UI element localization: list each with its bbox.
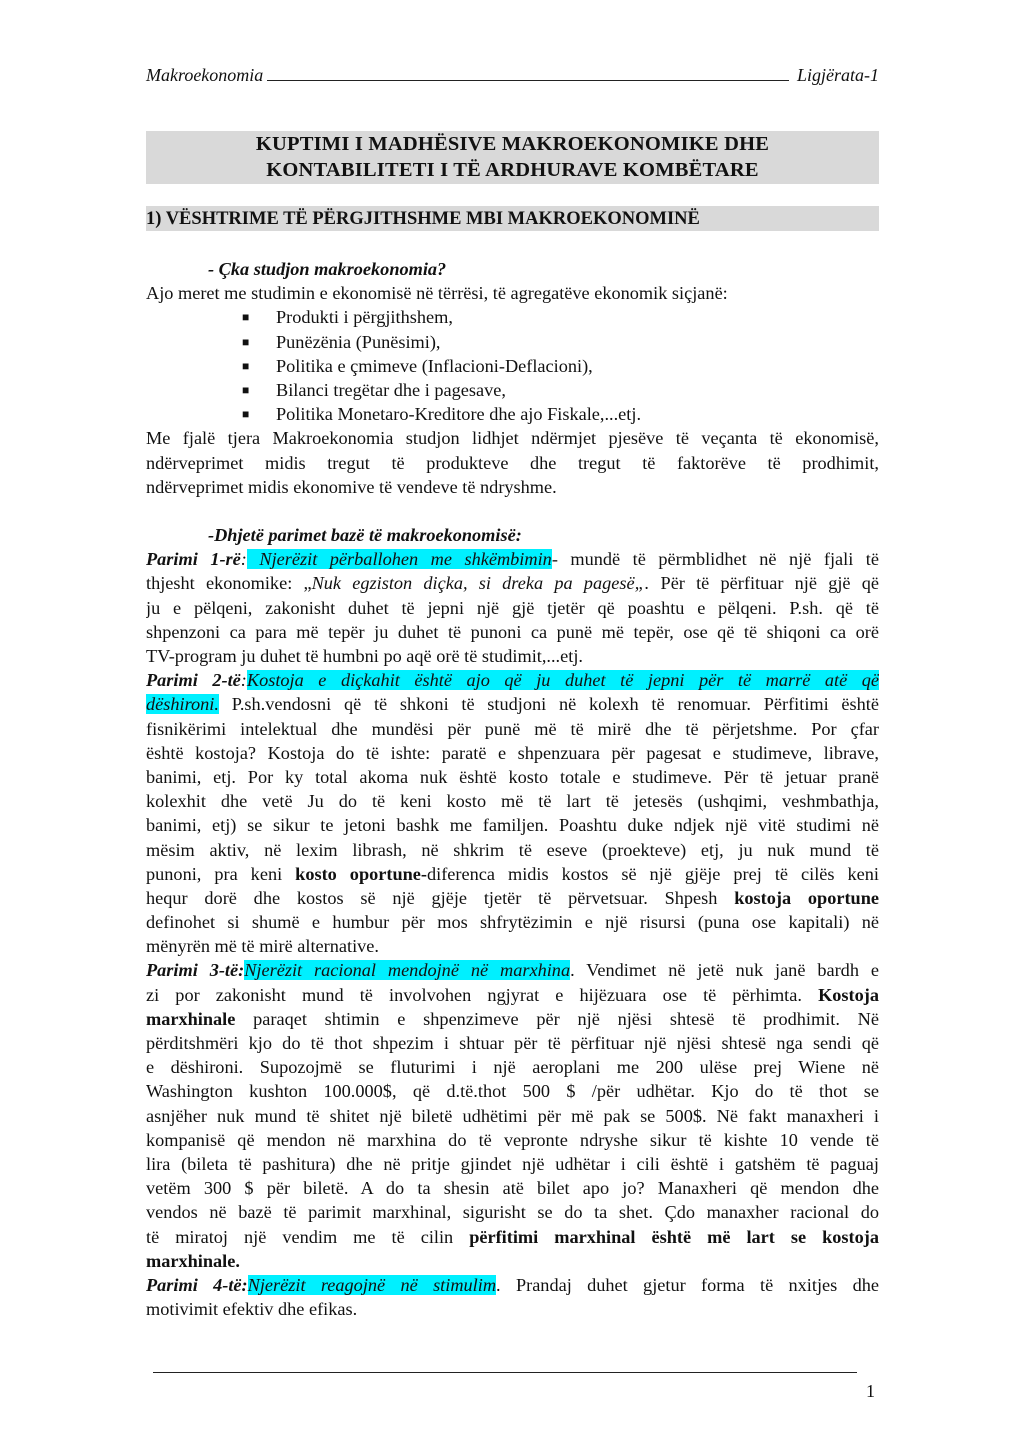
- bullet-icon: ■: [242, 382, 250, 397]
- body-text: [146, 257, 879, 1321]
- principle-4: Parimi 4-të:Njerëzit reagojnë në stimulim. Prandaj duhet gjetur forma të nxitjes dhe motivimit efektiv dhe efikas.: [146, 1274, 879, 1320]
- bullet-icon: ■: [242, 407, 250, 422]
- bullet-icon: ■: [242, 310, 250, 325]
- list-item: ■ Politika Monetaro-Kreditore dhe ajo Fiskale,...etj.: [146, 402, 879, 426]
- principle-3: Parimi 3-të:Njerëzit racional mendojnë në marxhina. Vendimet në jetë nuk janë bardh e zi por zakonisht mund të involvohen ngjyrat e hijëzuara ose të përhimta. Kostoja marxhinale paraqet shtimin e shpenzimeve për një njësi shtesë të prodhimit. Në përditshmëri kjo do të thot shpezim i shtuar për të përfituar një njësi shtesë nga sendi që e dëshironi. Supozojmë se fluturimi i një aeroplani me 200 ulëse prej Wiene në Washington kushton 100.000$, që d.të.thot 500 $ /për udhëtar. Kjo do të thot se asnjëher nuk mund të shitet një biletë udhëtimi për më pak se 500$. Në fakt manaxheri i kompanisë që mendon në marxhina do të vepronte ndryshe sikur të kishte 10 vende të lira (bileta të pashitura) dhe në pritje gjindet një udhëtar i cili është i gatshëm të paguaj vetëm 300 $ për biletë. A do ta shesin atë bilet apo jo? Manaxheri që mendon dhe vendos në bazë të parimit marxhinal, sigurisht se do ta shet. Çdo manaxher racional do të miratoj një vendim me të cilin përfitimi marxhinal është më lart se kostoja marxhinale.: [146, 960, 879, 1271]
- list-item: ■ Bilanci tregëtar dhe i pagesave,: [146, 378, 879, 402]
- highlight: Njerëzit racional mendojnë në marxhina: [244, 960, 571, 981]
- intro-sentence: Ajo meret me studimin e ekonomisë në tërrësi, të agregatëve ekonomik siçjanë:: [146, 283, 728, 304]
- section-heading: 1) VËSHTRIME TË PËRGJITHSHME MBI MAKROEKONOMINË: [146, 206, 879, 231]
- question-heading: - Çka studjon makroekonomia?: [208, 259, 447, 279]
- header-course-title: Makroekonomia: [146, 65, 264, 85]
- principles-heading: -Dhjetë parimet bazë të makroekonomisë:: [208, 525, 522, 546]
- bullet-list: [146, 305, 879, 426]
- bullet-icon: ■: [242, 358, 250, 373]
- principle-2: Parimi 2-të:Kostoja e diçkahit është ajo që ju duhet të jepni për të marrë atë që dëshironi. P.sh.vendosni që të shkoni të studjoni në kolexh të renomuar. Përfitimi është fisnikërimi intelektual dhe mundësi për punë më të mirë dhe të përjetshme. Por çfar është kostoja? Kostoja do të ishte: paratë e shpenzuara për pagesat e studimeve, librave, banimi, etj. Por ky total akoma nuk është kosto totale e studimeve. Për të jetuar pranë kolexhit dhe vetë Ju do të keni kosto më të lart të jetesës (ushqimi, veshmbathja, banimi, etj) se sikur te jetoni bashk me familjen. Poashtu duke ndjek një vitë studimi në mësim aktiv, në lexim librash, në shkrim të eseve (proekteve) etj, ju nuk mund të punoni, pra keni kosto oportune-diferenca midis kostos së një gjëje prej të cilës keni hequr dorë dhe kostos së një gjëje tjetër të përvetsuar. Shpesh kostoja oportune definohet si shumë e humbur për mos shfrytëzimin e një risursi (puna ose kapitali) në mënyrën më të mirë alternative.: [146, 670, 879, 957]
- bullet-icon: ■: [242, 334, 250, 349]
- highlight: dëshironi.: [146, 694, 219, 715]
- list-item: ■ Punëzënia (Punësimi),: [146, 330, 879, 354]
- page-number: 1: [866, 1381, 875, 1401]
- header-rule: [267, 80, 789, 81]
- highlight: Kostoja e diçkahit është ajo që ju duhet të jepni për të marrë atë që: [246, 670, 879, 691]
- title-line-2: KONTABILITETI I TË ARDHURAVE KOMBËTARE: [266, 159, 759, 181]
- footer-rule: [153, 1372, 857, 1373]
- highlight: Njerëzit reagojnë në stimulim: [247, 1274, 497, 1295]
- paragraph-summary: Me fjalë tjera Makroekonomia studjon lidhjet ndërmjet pjesëve të veçanta të ekonomisë, ndërveprimet midis tregut të produkteve dhe tregut të faktorëve të prodhimit, ndërveprimet midis ekonomive të vendeve të ndryshme.: [146, 428, 879, 497]
- header-lecture-label: Ligjërata-1: [796, 65, 879, 85]
- principle-1: Parimi 1-rë: Njerëzit përballohen me shkëmbimin- mundë të përmblidhet në një fjali të thjesht ekonomike: „Nuk egziston diçka, si dreka pa pagesë„. Për të përfituar një gjë që ju e pëlqeni, zakonisht duhet të jepni një gjë tjetër që poashtu e pëlqeni. P.sh. që të shpenzoni ca para më tepër ju duhet të punoni ca punë më tepër, ose që të shiqoni ca orë TV-program ju duhet të humbni po aqë orë të studimit,...etj.: [146, 549, 879, 666]
- lecture-title: [146, 131, 879, 184]
- running-header: [146, 62, 879, 86]
- highlight: Njerëzit përballohen me shkëmbimin: [246, 549, 552, 570]
- list-item: ■ Produkti i përgjithshem,: [146, 305, 879, 329]
- title-line-1: KUPTIMI I MADHËSIVE MAKROEKONOMIKE DHE: [255, 133, 770, 155]
- list-item: ■ Politika e çmimeve (Inflacioni-Deflacioni),: [146, 354, 879, 378]
